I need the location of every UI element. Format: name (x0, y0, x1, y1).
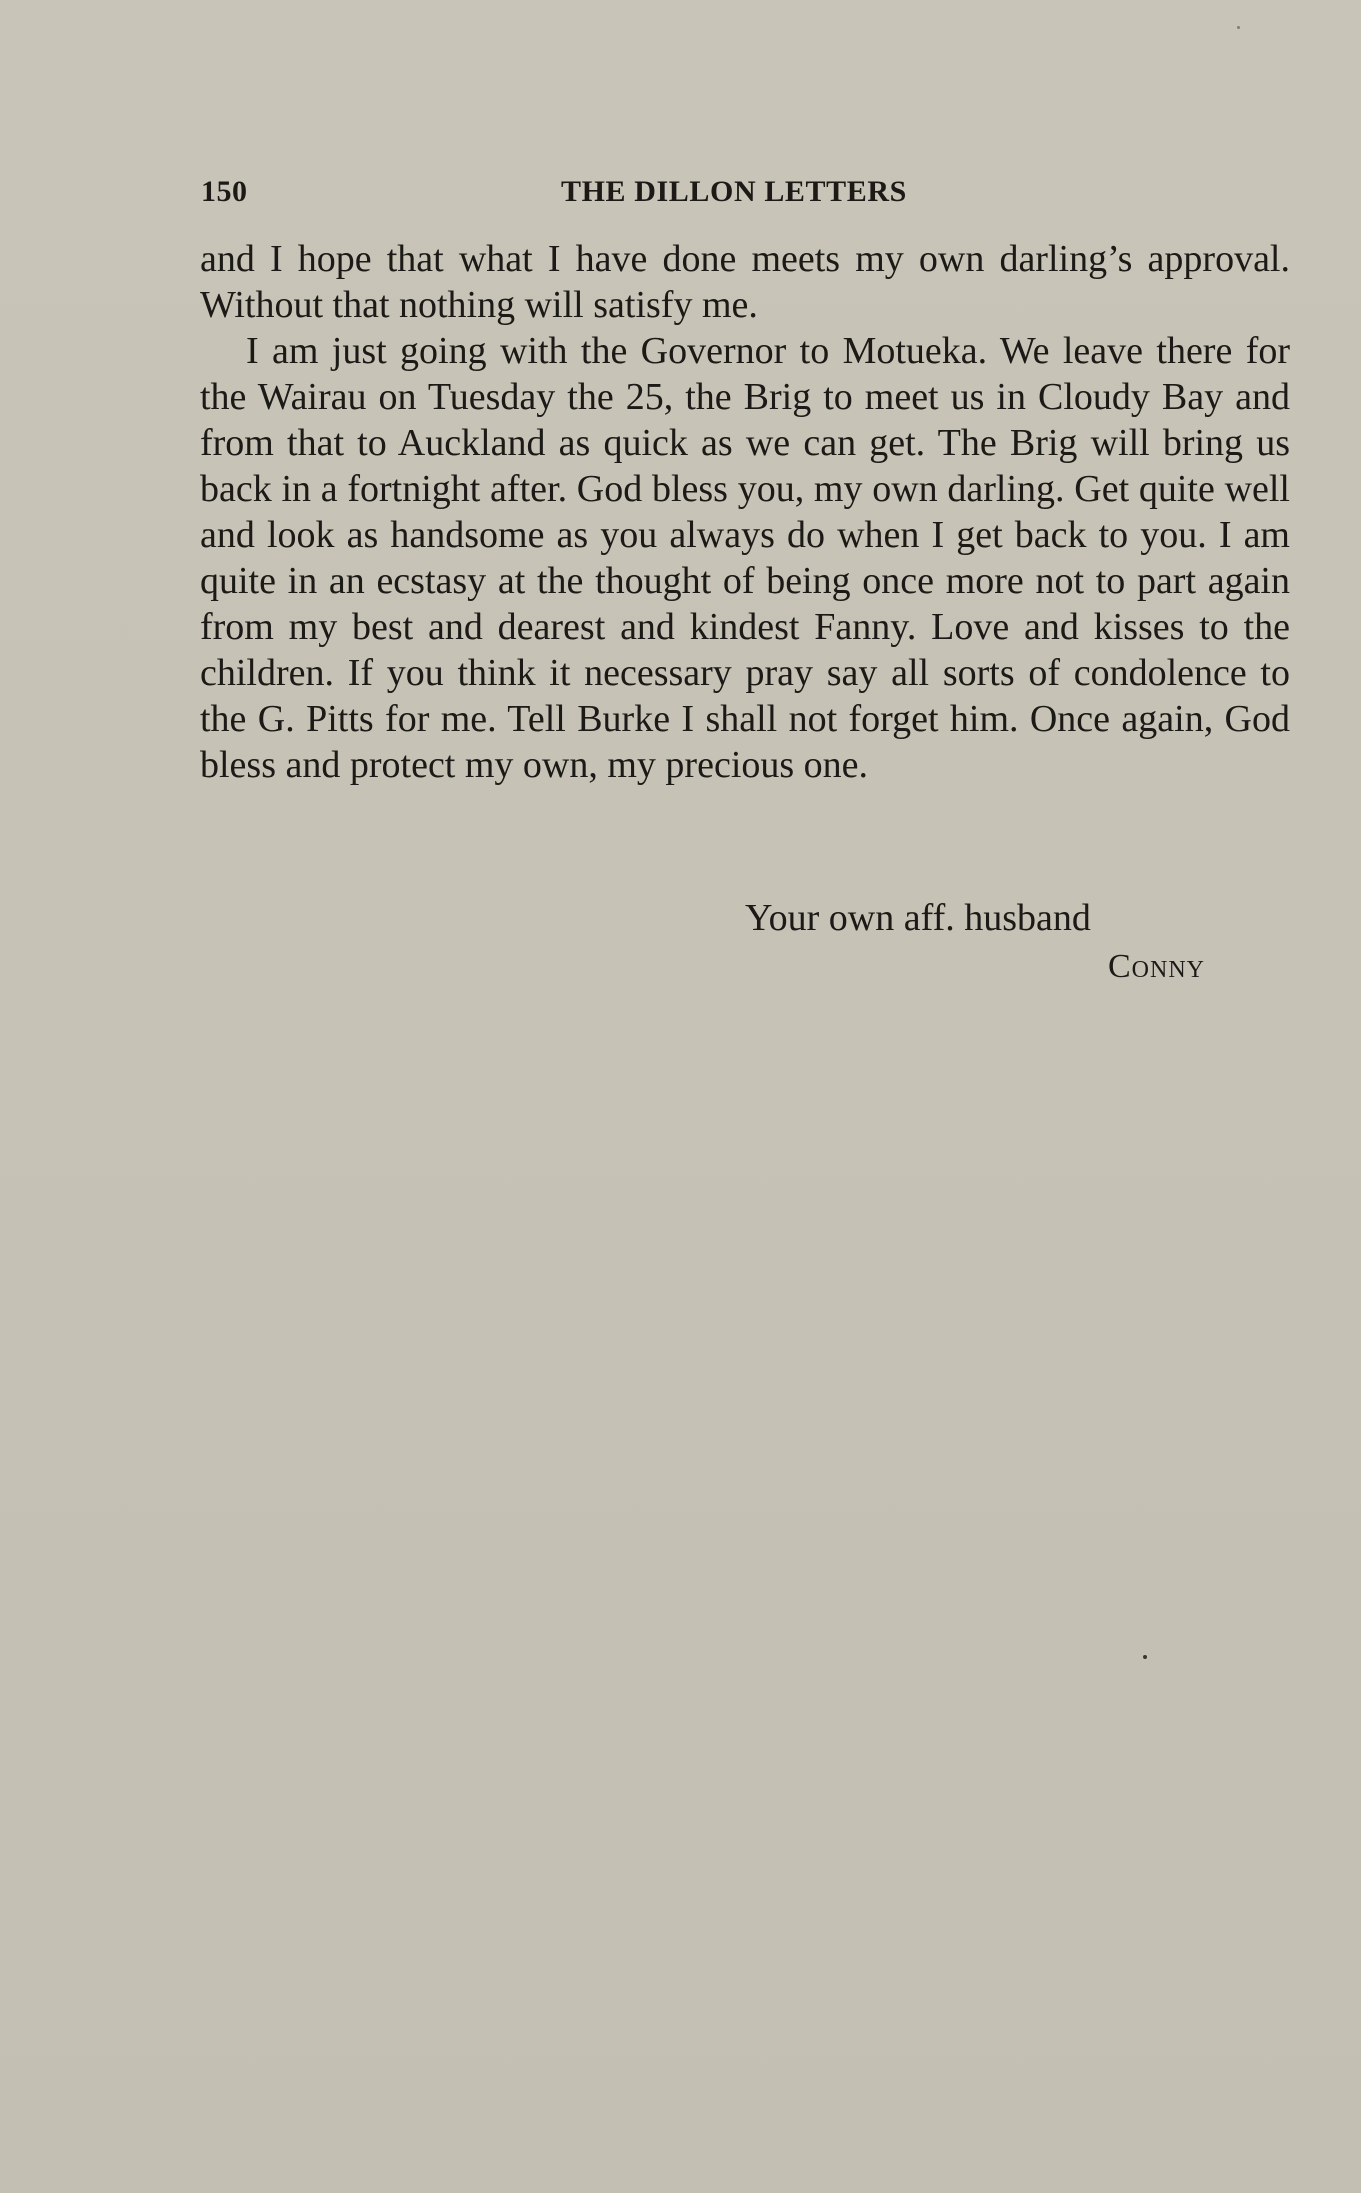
page-number: 150 (201, 175, 248, 208)
paragraph-continuation: and I hope that what I have done meets my own darling’s approval. Without that nothing will satisfy me. (200, 238, 1290, 326)
paper-speck (1143, 1655, 1147, 1659)
letter-signature: Conny (1108, 948, 1206, 985)
letter-body (200, 236, 1290, 788)
letter-closing: Your own aff. husband (745, 897, 1091, 939)
book-title: THE DILLON LETTERS (561, 175, 907, 208)
paper-speck (1237, 26, 1240, 29)
running-head (201, 175, 1291, 215)
paragraph-main: I am just going with the Governor to Motueka. We leave there for the Wairau on Tuesday the 25, the Brig to meet us in Cloudy Bay and from that to Auckland as quick as we can get. The Brig will bring us back in a fortnight after. God bless you, my own darling. Get quite well and look as handsome as you always do when I get back to you. I am quite in an ecstasy at the thought of being once more not to part again from my best and dearest and kindest Fanny. Love and kisses to the children. If you think it necessary pray say all sorts of condolence to the G. Pitts for me. Tell Burke I shall not forget him. Once again, God bless and protect my own, my precious one. (200, 330, 1290, 786)
